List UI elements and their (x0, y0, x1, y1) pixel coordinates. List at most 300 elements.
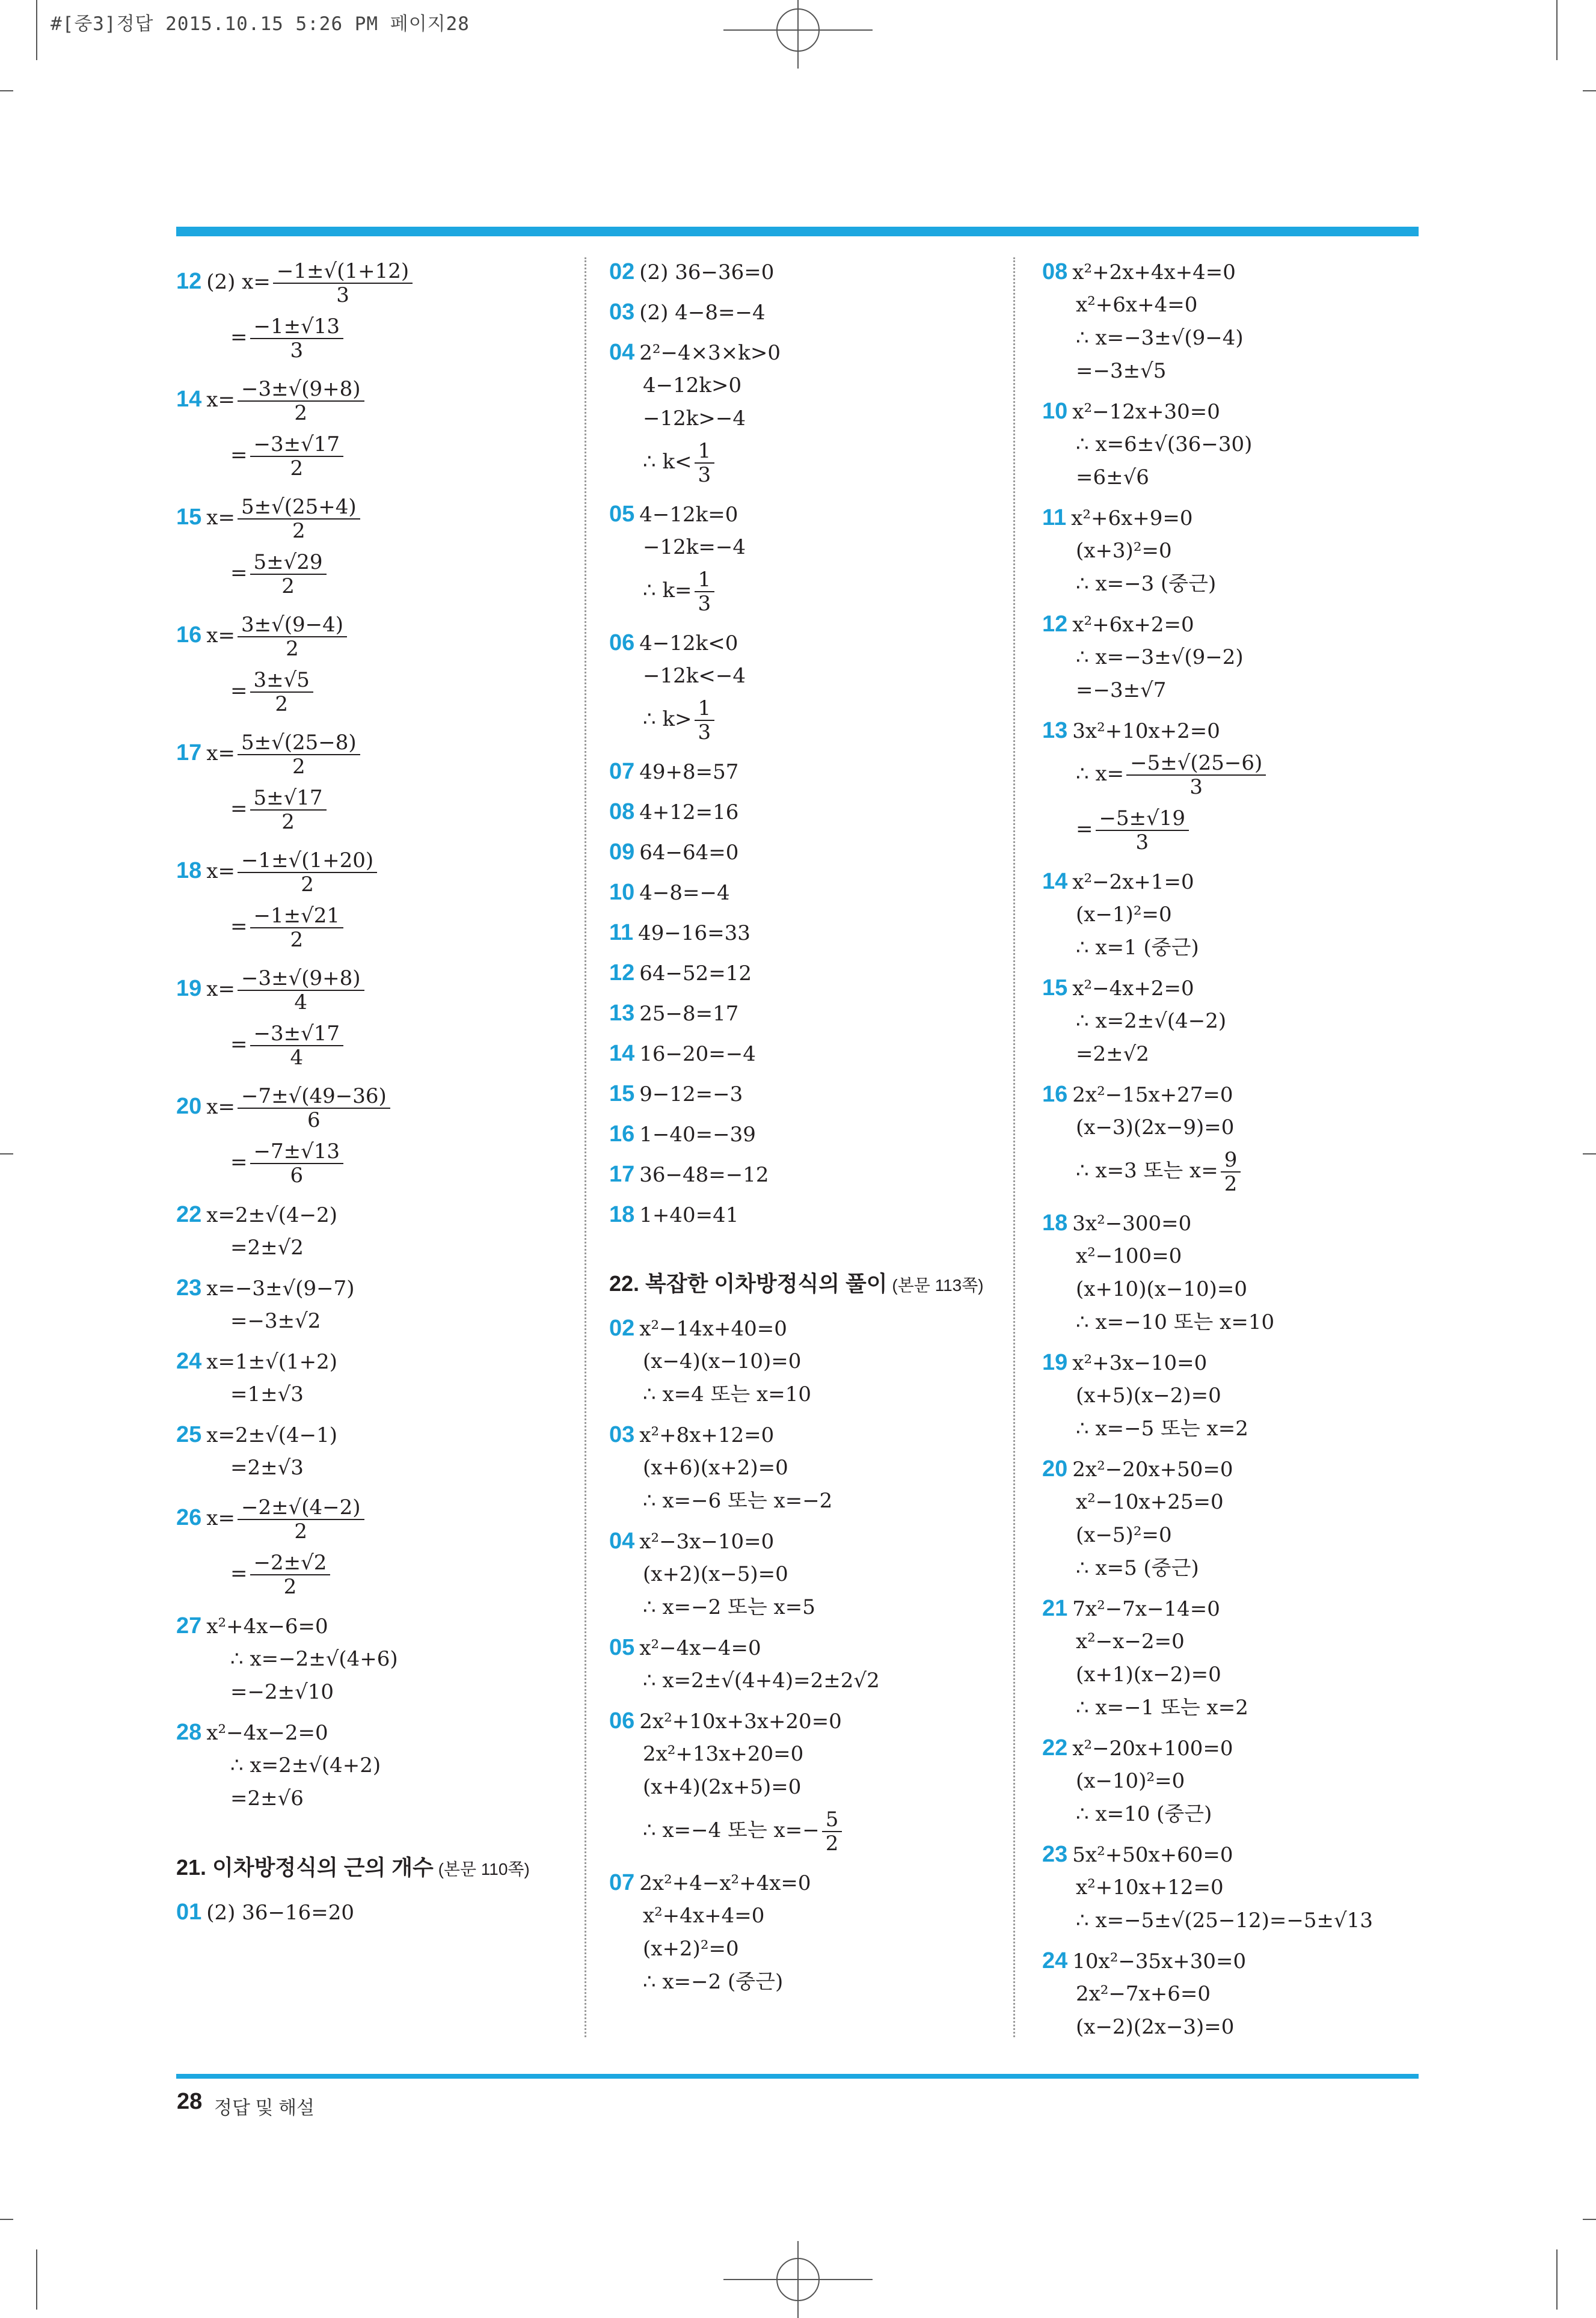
math-expression: (x−5)²=0 (1076, 1523, 1172, 1547)
answer-line (1076, 1277, 1247, 1301)
answer-line (230, 551, 329, 598)
math-expression: ∴ x=−3±√(9−2) (1076, 645, 1244, 669)
answer-line (230, 1551, 333, 1598)
math-expression: ∴ x=4 또는 x=10 (643, 1382, 811, 1406)
section-heading (609, 1272, 984, 1298)
answer-line (1042, 260, 1236, 284)
math-expression: =−2±√10 (230, 1680, 334, 1704)
page-number: 28 (177, 2089, 203, 2114)
answer-line (176, 849, 379, 896)
answer-line (1042, 976, 1194, 1001)
section-title: 22. 복잡한 이차방정식의 풀이 (609, 1271, 888, 1296)
problem-number: 08 (1042, 259, 1068, 284)
problem-number: 11 (609, 920, 634, 945)
answer-line (609, 961, 752, 986)
math-expression: x= (206, 388, 235, 412)
answer-line (609, 1529, 774, 1554)
section-title: 21. 이차방정식의 근의 개수 (176, 1855, 434, 1880)
fraction-numerator: −5±√19 (1096, 807, 1189, 831)
math-expression: = (230, 1032, 248, 1056)
answer-line (1042, 869, 1194, 894)
math-expression: = (230, 443, 248, 467)
trim-mark (0, 2219, 13, 2220)
answer-line (1042, 1457, 1233, 1482)
math-expression: x²+4x−6=0 (206, 1614, 328, 1639)
problem-number: 19 (1042, 1350, 1068, 1375)
math-expression: (x+2)(x−5)=0 (643, 1562, 788, 1586)
math-expression: ∴ x=−10 또는 x=10 (1076, 1310, 1275, 1334)
answer-line (1042, 719, 1220, 743)
math-expression: 49+8=57 (639, 760, 739, 784)
problem-number: 14 (609, 1041, 635, 1066)
math-expression: =1±√3 (230, 1382, 304, 1406)
fraction (250, 904, 344, 951)
problem-number: 20 (1042, 1456, 1068, 1482)
math-expression: (x−4)(x−10)=0 (643, 1349, 802, 1373)
answer-line (643, 1456, 788, 1480)
answer-line (1076, 1042, 1149, 1066)
problem-number: 28 (176, 1720, 202, 1745)
fraction-denominator: 6 (307, 1108, 321, 1132)
problem-number: 24 (176, 1349, 202, 1374)
fraction (238, 1085, 390, 1132)
math-expression: ∴ k= (643, 578, 692, 602)
trim-mark (1583, 1153, 1596, 1154)
answer-line (176, 378, 367, 425)
fraction-denominator: 3 (290, 339, 304, 363)
problem-number: 24 (1042, 1948, 1068, 1973)
math-expression: 36−48=−12 (639, 1163, 769, 1187)
problem-number: 25 (176, 1422, 202, 1447)
problem-number: 02 (609, 1316, 635, 1341)
math-expression: x²−10x+25=0 (1076, 1490, 1224, 1514)
fraction (238, 967, 364, 1014)
math-expression: x²−4x−2=0 (206, 1721, 328, 1745)
answer-line (1076, 645, 1244, 669)
math-expression: = (230, 1562, 248, 1586)
math-expression: = (230, 679, 248, 703)
fraction-denominator: 2 (281, 810, 295, 834)
fraction-numerator: 1 (695, 697, 715, 721)
answer-line (1076, 2015, 1234, 2039)
answer-line (230, 1753, 381, 1777)
answer-line (643, 1937, 739, 1961)
answer-line (1076, 1523, 1172, 1547)
math-expression: x²+6x+4=0 (1076, 293, 1198, 317)
math-expression: x= (206, 741, 235, 765)
trim-mark (0, 1153, 13, 1154)
problem-number: 07 (609, 1870, 635, 1895)
fraction (238, 613, 347, 660)
trim-mark (36, 0, 37, 60)
math-expression: ∴ x=−2 또는 x=5 (643, 1595, 815, 1619)
math-expression: x²−3x−10=0 (639, 1530, 775, 1554)
math-expression: 64−52=12 (639, 961, 752, 986)
trim-mark (1556, 0, 1558, 60)
math-expression: x=−3±√(9−7) (206, 1277, 355, 1301)
math-expression: =−3±√5 (1076, 359, 1167, 383)
answer-line (1076, 807, 1191, 854)
answer-line (1076, 1875, 1224, 1899)
math-expression: x²+2x+4x+4=0 (1072, 260, 1236, 284)
answer-line (176, 1085, 393, 1132)
fraction-numerator: −1±√(1+12) (273, 260, 413, 284)
problem-number: 19 (176, 976, 202, 1001)
math-expression: 2x²−15x+27=0 (1072, 1083, 1233, 1107)
problem-number: 06 (609, 630, 635, 655)
problem-number: 20 (176, 1094, 202, 1119)
answer-line (230, 669, 316, 716)
answer-line (1042, 399, 1220, 424)
fraction-numerator: 3±√(9−4) (238, 613, 347, 637)
trim-mark (1583, 90, 1596, 91)
answer-line (609, 1001, 738, 1026)
fraction (1221, 1148, 1241, 1195)
answer-line (1076, 432, 1252, 456)
answer-line (609, 800, 738, 824)
math-expression: 5x²+50x+60=0 (1072, 1843, 1233, 1867)
answer-line (1076, 1802, 1212, 1826)
math-expression: −12k=−4 (643, 535, 746, 559)
fraction-denominator: 2 (281, 574, 295, 598)
answer-line (176, 1720, 328, 1745)
problem-number: 27 (176, 1613, 202, 1639)
problem-number: 05 (609, 501, 635, 527)
answer-line (643, 440, 717, 486)
fraction-denominator: 2 (292, 519, 305, 543)
answer-line (1076, 1310, 1274, 1334)
answer-line (609, 1423, 774, 1447)
answer-line (1076, 1909, 1373, 1933)
answer-line (609, 1636, 761, 1660)
trim-mark (0, 90, 13, 91)
math-expression: 3x²−300=0 (1072, 1212, 1192, 1236)
problem-number: 14 (176, 387, 202, 412)
answer-line (609, 260, 774, 284)
answer-line (176, 1423, 337, 1447)
fraction-numerator: −5±√(25−6) (1126, 752, 1266, 776)
math-expression: x= (206, 1095, 235, 1119)
answer-line (1042, 506, 1193, 530)
math-expression: ∴ k> (643, 707, 692, 731)
answer-line (643, 1489, 832, 1513)
math-expression: = (1076, 817, 1093, 841)
math-expression: x= (206, 506, 235, 530)
fraction-numerator: −7±√(49−36) (238, 1085, 390, 1109)
fraction-denominator: 3 (698, 720, 711, 744)
problem-number: 17 (609, 1162, 635, 1187)
math-expression: 9−12=−3 (639, 1082, 743, 1106)
problem-number: 09 (609, 839, 635, 865)
answer-line (1042, 1082, 1233, 1107)
fraction-denominator: 3 (698, 592, 711, 616)
section-page-ref: (본문 110쪽) (433, 1860, 530, 1878)
answer-line (643, 1562, 788, 1586)
answer-line (1042, 1351, 1207, 1375)
answer-line (609, 1162, 769, 1187)
problem-number: 02 (609, 259, 635, 284)
math-expression: 49−16=33 (638, 921, 750, 945)
fraction-denominator: 2 (286, 637, 299, 661)
problem-number: 17 (176, 740, 202, 765)
problem-number: 01 (176, 1899, 202, 1925)
answer-line (609, 921, 750, 945)
math-expression: ∴ x=1 (중근) (1076, 936, 1199, 960)
answer-line (230, 433, 346, 480)
fraction-numerator: 1 (695, 440, 715, 464)
answer-line (643, 664, 746, 688)
math-expression: =−3±√2 (230, 1309, 321, 1333)
answer-line (609, 1709, 842, 1734)
math-expression: 1+40=41 (639, 1203, 739, 1227)
problem-number: 07 (609, 759, 635, 784)
problem-number: 10 (609, 880, 635, 905)
answer-line (230, 1236, 304, 1260)
math-expression: = (230, 561, 248, 585)
fraction-denominator: 2 (290, 456, 304, 480)
answer-line (643, 373, 741, 397)
math-expression: ∴ x=−2 (중근) (643, 1970, 784, 1994)
math-expression: ∴ x=2±√(4+4)=2±2√2 (643, 1669, 880, 1693)
problem-number: 18 (1042, 1210, 1068, 1236)
fraction-denominator: 3 (1189, 775, 1203, 799)
math-expression: (x+2)²=0 (643, 1937, 739, 1961)
section-heading (176, 1856, 530, 1881)
answer-line (609, 759, 738, 784)
math-expression: = (230, 1150, 248, 1174)
answer-line (176, 1900, 354, 1925)
math-expression: = (230, 797, 248, 821)
answer-line (609, 502, 738, 527)
problem-number: 15 (176, 504, 202, 530)
column-divider (585, 257, 586, 2037)
math-expression: (x−2)(2x−3)=0 (1076, 2015, 1235, 2039)
fraction (250, 433, 344, 480)
fraction-numerator: 5±√(25+4) (238, 495, 360, 520)
answer-line (1076, 1009, 1226, 1033)
math-expression: x²+10x+12=0 (1076, 1875, 1224, 1899)
section-page-ref: (본문 113쪽) (887, 1276, 984, 1295)
math-expression: ∴ x=−1 또는 x=2 (1076, 1696, 1248, 1720)
math-expression: 3x²+10x+2=0 (1072, 719, 1220, 743)
math-expression: (x+4)(2x+5)=0 (643, 1775, 802, 1799)
math-expression: (x−3)(2x−9)=0 (1076, 1115, 1235, 1139)
answer-line (176, 731, 363, 778)
fraction-numerator: −2±√2 (250, 1551, 331, 1575)
math-expression: x= (206, 1506, 235, 1530)
math-expression: (x−1)²=0 (1076, 903, 1172, 927)
problem-number: 10 (1042, 399, 1068, 424)
answer-line (176, 260, 415, 307)
math-expression: =6±√6 (1076, 465, 1149, 489)
fraction (1096, 807, 1189, 854)
fraction-numerator: −1±√21 (250, 904, 344, 928)
problem-number: 12 (1042, 612, 1068, 637)
fraction-denominator: 2 (301, 872, 314, 897)
math-expression: 64−64=0 (639, 841, 739, 865)
fraction-numerator: −3±√17 (250, 1022, 344, 1046)
answer-line (1076, 1982, 1211, 2006)
math-expression: ∴ x= (1076, 762, 1125, 786)
answer-line (176, 1349, 337, 1374)
answer-line (176, 967, 367, 1014)
math-expression: =2±√3 (230, 1456, 304, 1480)
math-expression: ∴ k< (643, 450, 692, 474)
answer-line (609, 1203, 738, 1227)
answer-line (609, 1041, 756, 1066)
math-expression: 2x²+4−x²+4x=0 (639, 1871, 811, 1895)
math-expression: 2²−4×3×k>0 (639, 341, 781, 365)
answer-line (609, 340, 781, 365)
fraction-denominator: 6 (290, 1164, 304, 1188)
math-expression: =2±√2 (230, 1236, 304, 1260)
answer-line (643, 568, 717, 615)
problem-number: 11 (1042, 505, 1067, 530)
fraction (1126, 752, 1266, 799)
fraction (250, 1551, 331, 1598)
math-expression: ∴ x=6±√(36−30) (1076, 432, 1253, 456)
math-expression: x=2±√(4−2) (206, 1203, 338, 1227)
math-expression: x²−100=0 (1076, 1244, 1182, 1268)
fraction-numerator: 5±√29 (250, 551, 327, 575)
fraction-denominator: 2 (294, 401, 308, 425)
math-expression: x²−2x+1=0 (1072, 870, 1194, 894)
fraction (250, 315, 344, 362)
column-divider (1013, 257, 1015, 2037)
fraction-numerator: 9 (1221, 1148, 1241, 1173)
answer-line (643, 1904, 764, 1928)
fraction-numerator: −7±√13 (250, 1140, 344, 1164)
math-expression: x²−20x+100=0 (1072, 1737, 1233, 1761)
math-expression: x=1±√(1+2) (206, 1350, 338, 1374)
problem-number: 18 (176, 858, 202, 883)
answer-line (643, 1775, 801, 1799)
fraction (695, 568, 715, 615)
fraction-denominator: 2 (275, 692, 289, 716)
problem-number: 22 (1042, 1735, 1068, 1761)
math-expression: (2) 36−36=0 (639, 260, 775, 284)
math-expression: =2±√6 (230, 1786, 304, 1811)
math-expression: = (230, 325, 248, 349)
math-expression: ∴ x=5 (중근) (1076, 1556, 1199, 1580)
answer-line (1042, 1211, 1191, 1236)
trim-mark (1556, 2249, 1558, 2310)
fraction (250, 1022, 344, 1069)
fraction-numerator: 5 (822, 1808, 843, 1832)
answer-line (230, 1140, 346, 1187)
math-expression: x²−4x−4=0 (639, 1636, 761, 1660)
math-expression: x= (206, 859, 235, 883)
math-expression: x²+3x−10=0 (1072, 1351, 1208, 1375)
answer-line (643, 1669, 880, 1693)
fraction-denominator: 2 (1224, 1172, 1238, 1196)
math-expression: (2) 36−16=20 (206, 1901, 355, 1925)
answer-line (176, 1614, 328, 1639)
fraction-denominator: 2 (283, 1575, 297, 1599)
answer-line (609, 631, 738, 655)
math-expression: 2x²+10x+3x+20=0 (639, 1709, 842, 1734)
fraction-numerator: −3±√(9+8) (238, 378, 364, 402)
math-expression: (x+3)²=0 (1076, 539, 1172, 563)
answer-line (230, 315, 346, 362)
math-expression: ∴ x=−5±√(25−12)=−5±√13 (1076, 1909, 1373, 1933)
answer-line (643, 1382, 811, 1406)
registration-mark-icon (776, 2258, 820, 2301)
math-expression: x²−12x+30=0 (1072, 400, 1220, 424)
math-expression: x²−4x+2=0 (1072, 977, 1194, 1001)
math-expression: ∴ x=−3±√(9−4) (1076, 326, 1244, 350)
math-expression: 4−12k<0 (639, 631, 738, 655)
problem-number: 05 (609, 1635, 635, 1660)
problem-number: 12 (609, 960, 635, 986)
answer-line (230, 904, 346, 951)
answer-line (230, 1680, 334, 1704)
problem-number: 04 (609, 1528, 635, 1554)
math-expression: x²+6x+9=0 (1071, 506, 1193, 530)
fraction-numerator: −3±√(9+8) (238, 967, 364, 991)
trim-mark (36, 2249, 37, 2310)
math-expression: −12k<−4 (643, 664, 746, 688)
problem-number: 16 (609, 1121, 635, 1147)
answer-line (230, 1309, 321, 1333)
answer-line (1076, 936, 1199, 960)
trim-mark (1583, 2219, 1596, 2220)
fraction-numerator: 1 (695, 568, 715, 592)
answer-line (643, 697, 717, 744)
fraction-numerator: −3±√17 (250, 433, 344, 457)
answer-line (643, 406, 746, 431)
math-expression: x²−x−2=0 (1076, 1630, 1185, 1654)
fraction-denominator: 4 (294, 990, 308, 1014)
answer-line (1076, 326, 1244, 350)
math-expression: ∴ x=2±√(4−2) (1076, 1009, 1227, 1033)
math-expression: x= (206, 624, 235, 648)
math-expression: 2x²+13x+20=0 (643, 1742, 804, 1766)
answer-line (1076, 1115, 1234, 1139)
fraction (822, 1808, 843, 1855)
answer-line (1076, 1417, 1248, 1441)
fraction-denominator: 2 (290, 928, 304, 952)
footer-title: 정답 및 해설 (214, 2097, 315, 2118)
answer-line (176, 495, 363, 542)
math-expression: −12k>−4 (643, 406, 746, 431)
footer-rule (176, 2074, 1419, 2079)
answer-line (1076, 1490, 1224, 1514)
problem-number: 26 (176, 1505, 202, 1530)
math-expression: x²+6x+2=0 (1072, 613, 1194, 637)
problem-number: 16 (1042, 1082, 1068, 1107)
answer-line (230, 1022, 346, 1069)
answer-line (643, 535, 746, 559)
problem-number: 23 (176, 1275, 202, 1301)
fraction (250, 669, 313, 716)
fraction-denominator: 3 (698, 463, 711, 487)
math-expression: 4−12k>0 (643, 373, 742, 397)
answer-line (1076, 903, 1172, 927)
math-expression: (x−10)²=0 (1076, 1769, 1185, 1793)
answer-line (1076, 1556, 1199, 1580)
problem-number: 03 (609, 1422, 635, 1447)
math-expression: ∴ x=−3 (중근) (1076, 572, 1217, 596)
answer-line (1076, 539, 1172, 563)
problem-number: 14 (1042, 869, 1068, 894)
math-expression: 4−12k=0 (639, 503, 738, 527)
math-expression: (2) x= (206, 270, 271, 294)
math-expression: 4+12=16 (639, 800, 739, 824)
math-expression: 25−8=17 (639, 1002, 739, 1026)
answer-line (643, 1808, 844, 1855)
print-header: #[중3]정답 2015.10.15 5:26 PM 페이지28 (51, 13, 470, 35)
